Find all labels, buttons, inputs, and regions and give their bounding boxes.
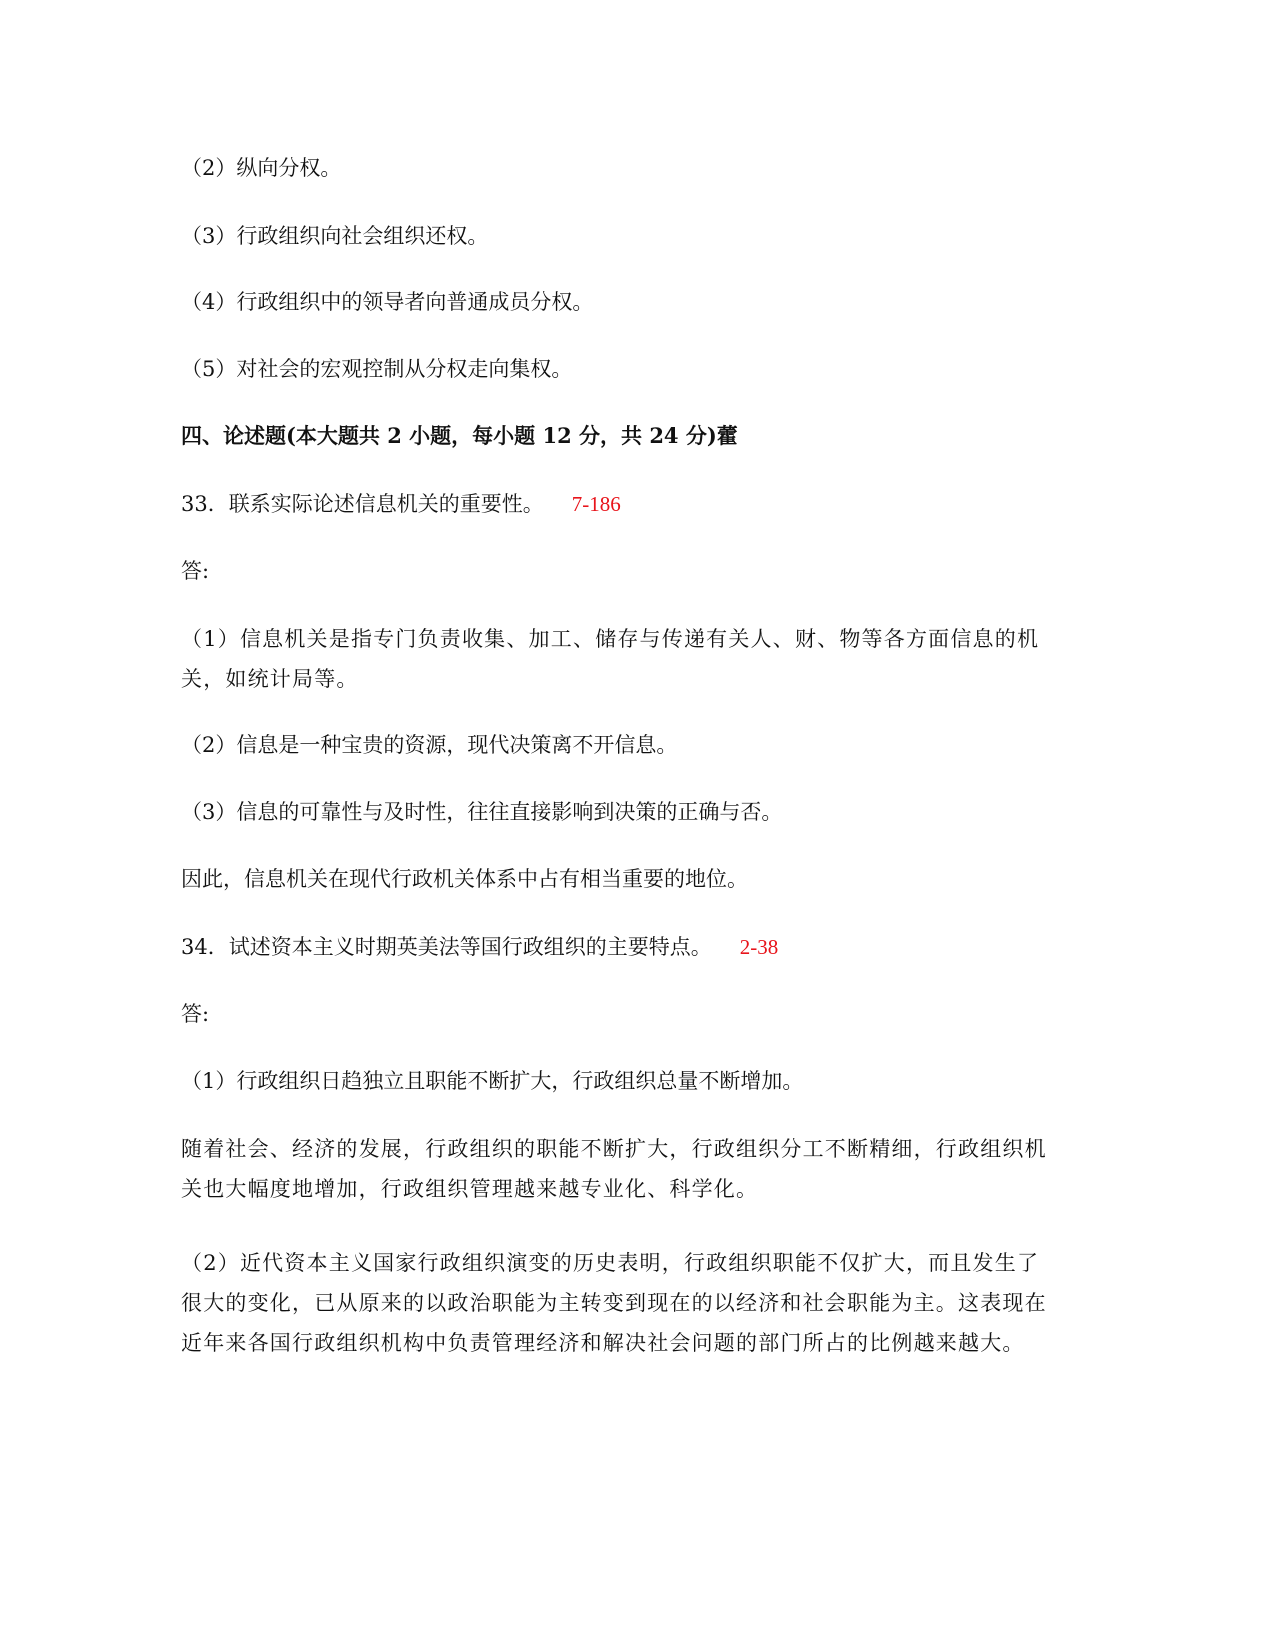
question-33-point-1: （1）信息机关是指专门负责收集、加工、储存与传递有关人、财、物等各方面信息的机关，如统计局等。 xyxy=(181,627,1040,691)
question-34-point-1: （1）行政组织日趋独立且职能不断扩大，行政组织总量不断增加。 xyxy=(181,1069,804,1093)
question-34-text: 34．试述资本主义时期英美法等国行政组织的主要特点。 xyxy=(181,935,712,959)
question-33-conclusion: 因此，信息机关在现代行政机关体系中占有相当重要的地位。 xyxy=(181,867,748,891)
question-33-text: 33．联系实际论述信息机关的重要性。 xyxy=(181,492,544,516)
question-34-answer-label: 答: xyxy=(181,1002,210,1026)
question-33-reference: 7-186 xyxy=(571,492,621,516)
question-33-point-3: （3）信息的可靠性与及时性，往往直接影响到决策的正确与否。 xyxy=(181,800,783,824)
item-macro-control: （5）对社会的宏观控制从分权走向集权。 xyxy=(181,357,573,381)
section-heading: 四、论述题(本大题共 2 小题，每小题 12 分，共 24 分)藿 xyxy=(181,423,738,448)
question-34-point-1-detail: 随着社会、经济的发展，行政组织的职能不断扩大，行政组织分工不断精细，行政组织机关也大幅度地增加，行政组织管理越来越专业化、科学化。 xyxy=(181,1137,1047,1201)
question-34-reference: 2-38 xyxy=(739,935,779,959)
item-return-power-to-society: （3）行政组织向社会组织还权。 xyxy=(181,224,489,248)
item-leader-delegation: （4）行政组织中的领导者向普通成员分权。 xyxy=(181,290,594,314)
question-33 xyxy=(181,492,1081,516)
item-vertical-decentralization: （2）纵向分权。 xyxy=(181,156,342,180)
question-34 xyxy=(181,935,1081,959)
question-33-point-2: （2）信息是一种宝贵的资源，现代决策离不开信息。 xyxy=(181,733,678,757)
question-33-answer-label: 答: xyxy=(181,559,210,583)
question-34-point-2: （2）近代资本主义国家行政组织演变的历史表明，行政组织职能不仅扩大，而且发生了很大的变化，已从原来的以政治职能为主转变到现在的以经济和社会职能为主。这表现在近年来各国行政组织机构中负责管理经济和解决社会问题的部门所占的比例越来越大。 xyxy=(181,1251,1047,1355)
